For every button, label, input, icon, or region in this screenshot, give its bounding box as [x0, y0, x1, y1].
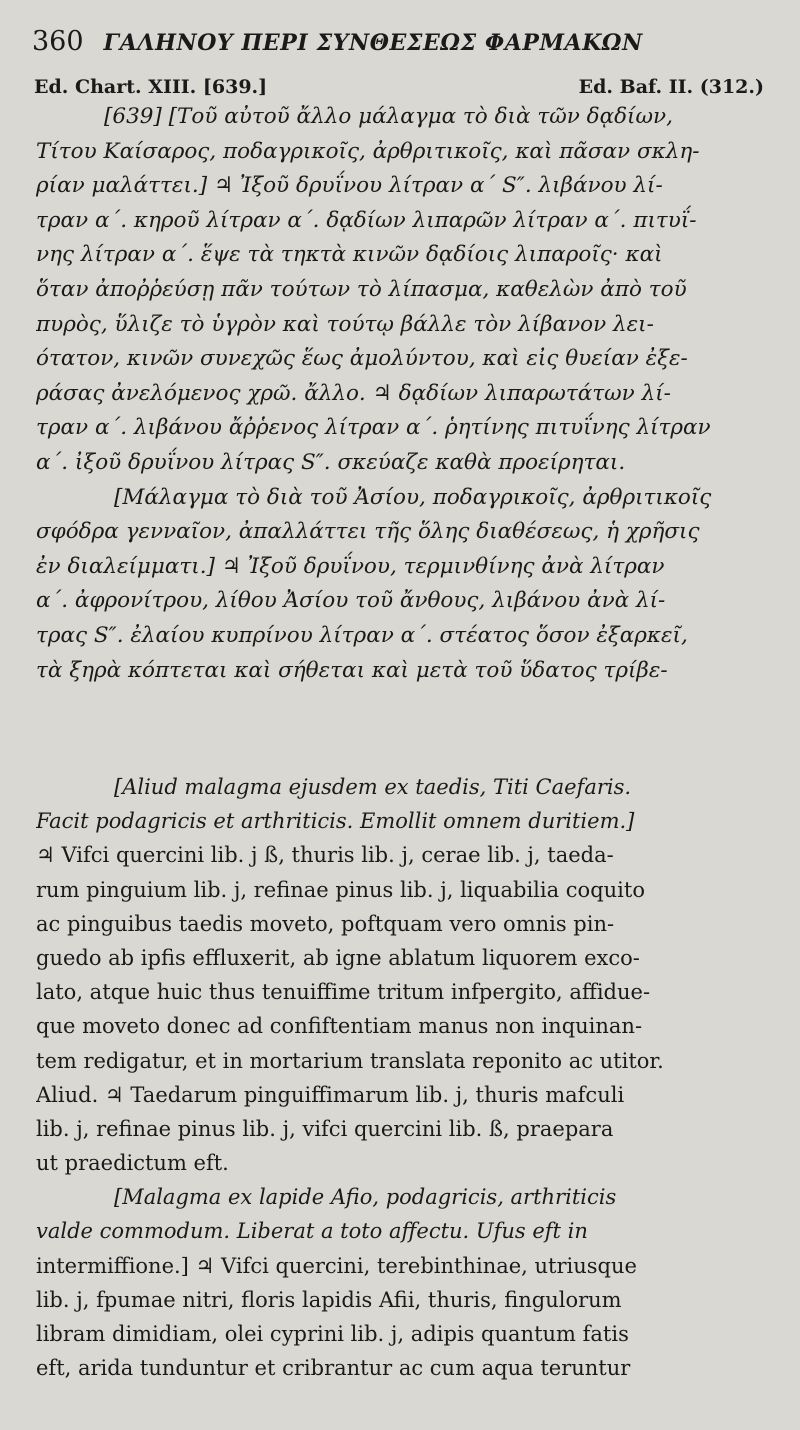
greek-line: σφόδρα γενναῖον, ἀπαλλάττει τῆς ὅλης διαθέσεως, ἡ χρῆσις — [36, 519, 700, 545]
greek-text — [36, 100, 766, 688]
latin-line: [Aliud malagma ejusdem ex taedis, Titi Caefaris. — [114, 775, 632, 799]
page-number: 360 — [32, 26, 84, 57]
greek-line: [Μάλαγμα τὸ διὰ τοῦ Ἀσίου, ποδαγρικοῖς, ἀρθριτικοῖς — [114, 484, 712, 510]
latin-line: Aliud. ♃ Taedarum pinguiffimarum lib. j, thuris mafculi — [36, 1082, 625, 1107]
greek-line: τὰ ξηρὰ κόπτεται καὶ σήθεται καὶ μετὰ τοῦ ὕδατος τρίβε- — [36, 657, 668, 683]
greek-line: ράσας ἀνελόμενος χρῶ. ἄλλο. ♃ δᾳδίων λιπαρωτάτων λί- — [36, 380, 671, 406]
latin-text — [36, 770, 766, 1385]
latin-line: intermiffione.] ♃ Vifci quercini, terebinthinae, utriusque — [36, 1253, 637, 1278]
greek-line: τραν α΄. λιβάνου ἄῤῥενος λίτραν α΄. ῥητίνης πιτυΐνης λίτραν — [36, 415, 711, 441]
greek-line: νης λίτραν α΄. ἕψε τὰ τηκτὰ κινῶν δᾳδίοις λιπαροῖς· καὶ — [36, 242, 663, 268]
edition-references — [34, 76, 764, 98]
latin-line: libram dimidiam, olei cyprini lib. j, adipis quantum fatis — [36, 1322, 629, 1346]
greek-line: [639] [Τοῦ αὐτοῦ ἄλλο μάλαγμα τὸ διὰ τῶν δᾳδίων, — [104, 104, 673, 129]
latin-line: lato, atque huic thus tenuiffime tritum infpergito, affidue- — [36, 980, 651, 1005]
running-title: ΓΑΛΗΝΟΥ ΠΕΡΙ ΣΥΝΘΕΣΕΩΣ ΦΑΡΜΑΚΩΝ — [103, 30, 643, 56]
edition-left: Ed. Chart. XIII. [639.] — [34, 76, 268, 98]
latin-line: que moveto donec ad confiftentiam manus non inquinan- — [36, 1014, 643, 1039]
greek-line: τραν α΄. κηροῦ λίτραν α΄. δᾳδίων λιπαρῶν λίτραν α΄. πιτυΐ- — [36, 207, 697, 233]
greek-line: ἐν διαλείμματι.] ♃ Ἰξοῦ δρυΐνου, τερμινθίνης ἀνὰ λίτραν — [36, 553, 665, 579]
latin-line: lib. j, refinae pinus lib. j, vifci quercini lib. ß, praepara — [36, 1116, 614, 1141]
latin-line: lib. j, fpumae nitri, floris lapidis Afii, thuris, fingulorum — [36, 1287, 622, 1312]
latin-line: guedo ab ipfis effluxerit, ab igne ablatum liquorem exco- — [36, 945, 640, 970]
greek-line: Τίτου Καίσαρος, ποδαγρικοῖς, ἀρθριτικοῖς, καὶ πᾶσαν σκλη- — [36, 138, 700, 164]
greek-line: ότατον, κινῶν συνεχῶς ἕως ἀμολύντου, καὶ εἰς θυείαν ἐξε- — [36, 346, 688, 372]
latin-line: valde commodum. Liberat a toto affectu. Ufus eft in — [36, 1219, 588, 1244]
page-header — [32, 26, 772, 66]
greek-line: α΄. ἀφρονίτρου, λίθου Ἀσίου τοῦ ἄνθους, λιβάνου ἀνὰ λί- — [36, 588, 666, 614]
greek-line: ὅταν ἀποῤῥεύσῃ πᾶν τούτων τὸ λίπασμα, καθελὼν ἀπὸ τοῦ — [36, 276, 687, 302]
greek-line: πυρὸς, ὕλιζε τὸ ὑγρὸν καὶ τούτῳ βάλλε τὸν λίβανον λει- — [36, 311, 654, 337]
greek-line: α΄. ἰξοῦ δρυΐνου λίτρας S″. σκεύαζε καθὰ προείρηται. — [36, 449, 626, 475]
latin-line: ♃ Vifci quercini lib. j ß, thuris lib. j, cerae lib. j, taeda- — [36, 843, 614, 868]
latin-line: tem redigatur, et in mortarium translata reponito ac utitor. — [36, 1048, 664, 1073]
latin-line: rum pinguium lib. j, refinae pinus lib. j, liquabilia coquito — [36, 877, 645, 902]
edition-right: Ed. Baf. II. (312.) — [578, 76, 764, 98]
latin-line: Facit podagricis et arthriticis. Emollit omnem duritiem.] — [36, 809, 635, 834]
latin-line: [Malagma ex lapide Afio, podagricis, arthriticis — [114, 1185, 617, 1210]
latin-line: ut praedictum eft. — [36, 1151, 229, 1176]
greek-line: τρας S″. ἐλαίου κυπρίνου λίτραν α΄. στέατος ὅσον ἐξαρκεῖ, — [36, 622, 688, 648]
greek-line: ρίαν μαλάττει.] ♃ Ἰξοῦ δρυΐνου λίτραν α΄ S″. λιβάνου λί- — [36, 173, 663, 199]
latin-line: eft, arida tunduntur et cribrantur ac cum aqua teruntur — [36, 1356, 631, 1381]
latin-line: ac pinguibus taedis moveto, poftquam vero omnis pin- — [36, 911, 615, 936]
